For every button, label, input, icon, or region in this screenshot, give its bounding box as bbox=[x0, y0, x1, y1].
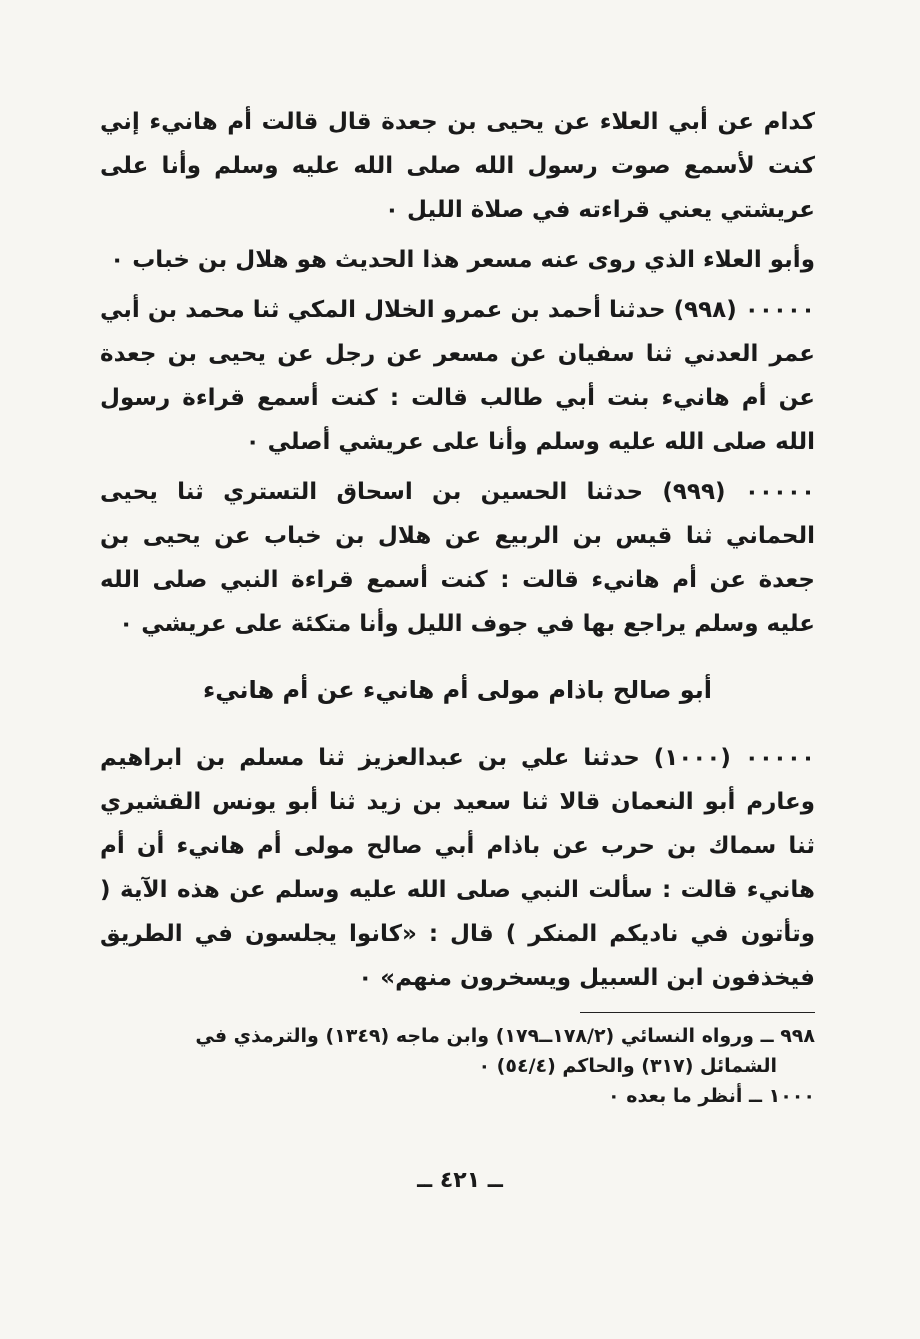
footnote-divider bbox=[580, 1012, 815, 1013]
page-number: ــ ٤٢١ ــ bbox=[417, 1168, 503, 1193]
footnote-1000: ١٠٠٠ ــ أنظر ما بعده ٠ bbox=[608, 1085, 815, 1107]
main-text-block-2 bbox=[100, 736, 815, 1000]
footnote-998-line-1: ٩٩٨ ــ ورواه النسائي (١٧٨/٢ــ١٧٩) وابن ماجه (١٣٤٩) والترمذي في bbox=[195, 1025, 815, 1047]
hadith-1000: ٠٠٠٠٠ (١٠٠٠) حدثنا علي بن عبدالعزيز ثنا مسلم بن ابراهيم وعارم أبو النعمان قالا ثنا سعيد بن زيد ثنا أبو يونس القشيري ثنا سماك بن حرب عن باذام أبي صالح مولى أم هانيء أن أم هانيء قالت : سألت النبي صلى الله عليه وسلم عن هذه الآية ( وتأتون في ناديكم المنكر ) قال : «كانوا يجلسون في الطريق فيخذفون ابن السبيل ويسخرون منهم» ٠ bbox=[100, 745, 815, 991]
section-heading: أبو صالح باذام مولى أم هانيء عن أم هانيء bbox=[202, 676, 713, 704]
paragraph-continuation: كدام عن أبي العلاء عن يحيى بن جعدة قال قالت أم هانيء إني كنت لأسمع صوت رسول الله صلى الله عليه وسلم وأنا على عريشتي يعني قراءته في صلاة الليل ٠ bbox=[100, 109, 815, 223]
hadith-998: ٠٠٠٠٠ (٩٩٨) حدثنا أحمد بن عمرو الخلال المكي ثنا محمد بن أبي عمر العدني ثنا سفيان عن مسعر عن رجل عن يحيى بن جعدة عن أم هانيء بنت أبي طالب قالت : كنت أسمع قراءة رسول الله صلى الله عليه وسلم وأنا على عريشي أصلي ٠ bbox=[100, 297, 815, 455]
footnotes bbox=[100, 1021, 815, 1111]
paragraph-note-abu-alala: وأبو العلاء الذي روى عنه مسعر هذا الحديث هو هلال بن خباب ٠ bbox=[110, 247, 815, 273]
page-content bbox=[100, 100, 815, 1111]
main-text-block bbox=[100, 100, 815, 646]
footnote-998-line-2: الشمائل (٣١٧) والحاكم (٥٤/٤) ٠ bbox=[478, 1055, 777, 1077]
hadith-999: ٠٠٠٠٠ (٩٩٩) حدثنا الحسين بن اسحاق التستري ثنا يحيى الحماني ثنا قيس بن الربيع عن هلال بن خباب عن يحيى بن جعدة عن أم هانيء قالت : كنت أسمع قراءة النبي صلى الله عليه وسلم يراجع بها في جوف الليل وأنا متكئة على عريشي ٠ bbox=[100, 479, 816, 637]
